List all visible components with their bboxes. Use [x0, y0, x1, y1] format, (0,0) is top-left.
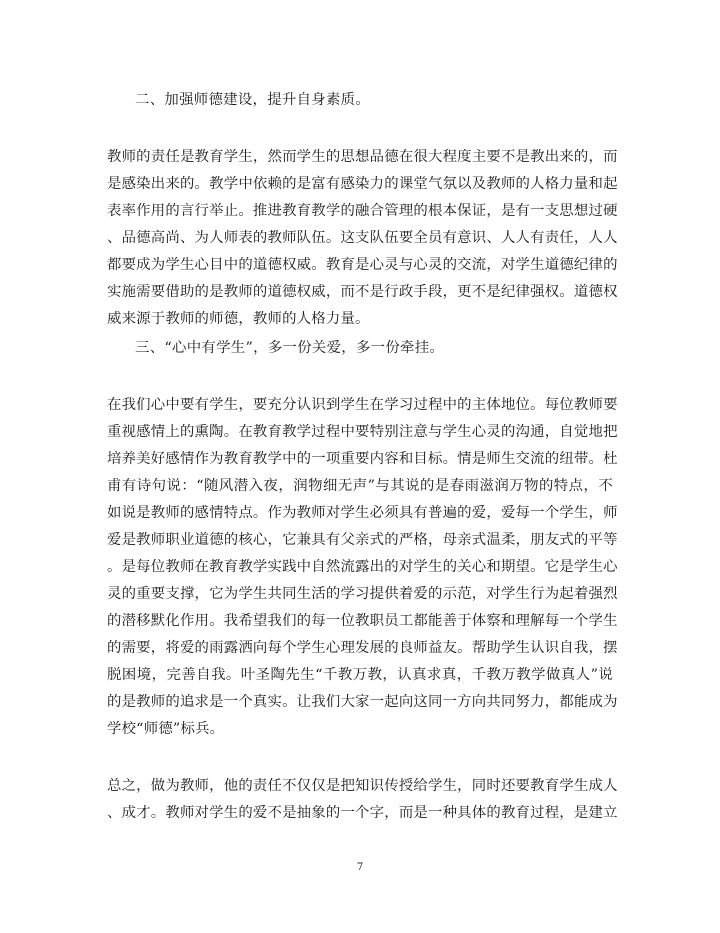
- paragraph-line: 、品德高尚、为人师表的教师队伍。这支队伍要全员有意识、人人有责任，人人: [107, 230, 618, 246]
- paragraph-line: 脱困境，完善自我。叶圣陶先生“千教万教，认真求真，千教万教学做真人”说: [107, 667, 613, 683]
- paragraph-line: 。是每位教师在教育教学实践中自然流露出的对学生的关心和期望。它是学生心: [107, 559, 618, 575]
- paragraph-line: 灵的重要支撑，它为学生共同生活的学习提供着爱的示范，对学生行为起着强烈: [107, 586, 618, 602]
- paragraph-line: 甫有诗句说：“随风潜入夜，润物细无声”与其说的是春雨滋润万物的特点，不: [107, 478, 613, 494]
- paragraph-line: 实施需要借助的是教师的道德权威，而不是行政手段，更不是纪律强权。道德权: [107, 284, 618, 300]
- paragraph-line: 重视感情上的熏陶。在教育教学过程中要特别注意与学生心灵的沟通，自觉地把: [107, 424, 618, 440]
- paragraph-line: 的潜移默化作用。我希望我们的每一位教职员工都能善于体察和理解每一个学生: [107, 613, 618, 629]
- section-heading-2: 二、加强师德建设，提升自身素质。: [135, 92, 371, 108]
- paragraph-line: 在我们心中要有学生，要充分认识到学生在学习过程中的主体地位。每位教师要: [107, 397, 618, 413]
- paragraph-line: 的需要，将爱的雨露洒向每个学生心理发展的良师益友。帮助学生认识自我，摆: [107, 640, 618, 656]
- paragraph-line: 总之，做为教师，他的责任不仅仅是把知识传授给学生，同时还要教育学生成人: [107, 778, 618, 794]
- paragraph-line: 是感染出来的。教学中依赖的是富有感染力的课堂气氛以及教师的人格力量和起: [107, 176, 618, 192]
- paragraph-line: 学校“师德”标兵。: [107, 721, 225, 737]
- page-number: 7: [356, 862, 364, 873]
- paragraph-line: 威来源于教师的师德，教师的人格力量。: [107, 311, 370, 327]
- paragraph-line: 爱是教师职业道德的核心，它兼具有父亲式的严格，母亲式温柔，朋友式的平等: [107, 532, 618, 548]
- paragraph-line: 表率作用的言行举止。推进教育教学的融合管理的根本保证，是有一支思想过硬: [107, 203, 618, 219]
- section-heading-3: 三、“心中有学生”，多一份关爱，多一份牵挂。: [135, 340, 445, 356]
- paragraph-line: 、成才。教师对学生的爱不是抽象的一个字，而是一种具体的教育过程，是建立: [107, 805, 618, 821]
- paragraph-line: 都要成为学生心目中的道德权威。教育是心灵与心灵的交流，对学生道德纪律的: [107, 257, 618, 273]
- paragraph-line: 培养美好感情作为教育教学中的一项重要内容和目标。情是师生交流的纽带。杜: [107, 451, 618, 467]
- paragraph-line: 如说是教师的感情特点。作为教师对学生必须具有普遍的爱，爱每一个学生，师: [107, 505, 618, 521]
- paragraph-line: 教师的责任是教育学生，然而学生的思想品德在很大程度主要不是教出来的，而: [107, 149, 618, 165]
- paragraph-line: 的是教师的追求是一个真实。让我们大家一起向这同一方向共同努力，都能成为: [107, 694, 618, 710]
